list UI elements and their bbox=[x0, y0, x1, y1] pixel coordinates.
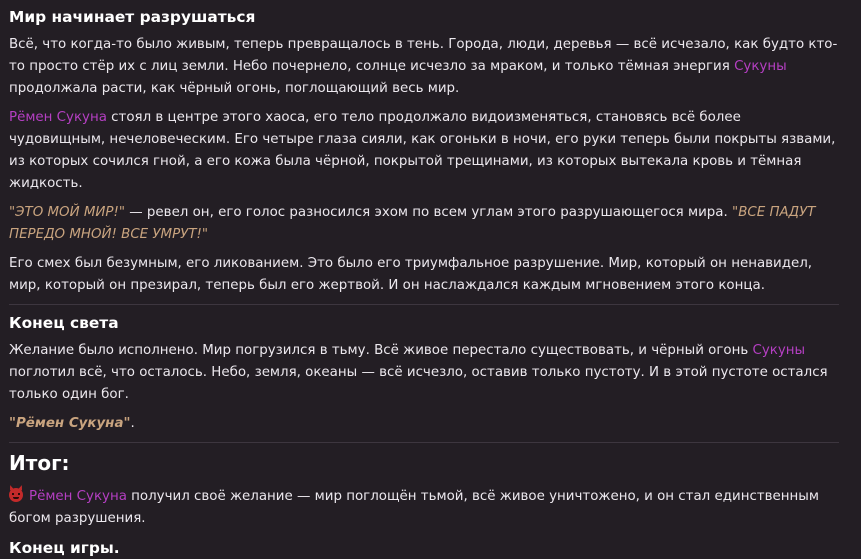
paragraph-summary bbox=[9, 486, 839, 530]
text-segment: Желание было исполнено. Мир погрузился в тьму. Всё живое перестало существовать, и чёрный огонь bbox=[9, 343, 753, 358]
heading-summary: Итог: bbox=[9, 451, 70, 475]
character-name: Рёмен Сукуна bbox=[29, 489, 127, 504]
character-name: Сукуны bbox=[734, 59, 787, 74]
paragraph-wish bbox=[9, 340, 839, 406]
text-segment: . bbox=[130, 416, 135, 431]
paragraph-chaos bbox=[9, 107, 839, 195]
demon-face-icon bbox=[9, 488, 23, 502]
text-segment: Всё, что когда-то было живым, теперь превращалось в тень. Города, люди, деревья — всё исчезало, как будто кто-то просто стёр их с лиц земли. Небо почернело, солнце исчезло за мраком, и только тёмная энергия bbox=[9, 37, 838, 74]
divider bbox=[9, 304, 839, 305]
quote-text: "ЭТО МОЙ МИР!" bbox=[9, 205, 126, 220]
quote-text: "Рёмен Сукуна" bbox=[9, 416, 131, 431]
heading-game-over: Конец игры. bbox=[9, 539, 120, 557]
character-name: Рёмен Сукуна bbox=[9, 110, 107, 125]
text-segment: — ревел он, его голос разносился эхом по всем углам этого разрушающегося мира. bbox=[125, 205, 733, 220]
text-segment: получил своё желание — мир поглощён тьмой, всё живое уничтожено, и он стал единственным богом разрушения. bbox=[9, 489, 819, 526]
text-segment: продолжала расти, как чёрный огонь, поглощающий весь мир. bbox=[9, 81, 460, 96]
text-segment: стоял в центре этого хаоса, его тело продолжало видоизменяться, становясь всё более чудовищным, нечеловеческим. Его четыре глаза сияли, как огоньки в ночи, его руки теперь были покрыты язвами, из которых сочился гной, а его кожа была чёрной, покрытой трещинами, из которых вытекала кровь и тёмная жидкость. bbox=[9, 110, 836, 191]
paragraph-shadow bbox=[9, 34, 839, 100]
quote-text: "ВСЕ ПАДУТ ПЕРЕДО МНОЙ! ВСЕ УМРУТ!" bbox=[9, 205, 816, 242]
divider bbox=[9, 442, 839, 443]
paragraph-god-name bbox=[9, 413, 839, 435]
paragraph-roar bbox=[9, 202, 839, 246]
character-name: Сукуны bbox=[752, 343, 806, 358]
heading-world-collapse: Мир начинает разрушаться bbox=[9, 8, 256, 26]
heading-end-of-world: Конец света bbox=[9, 314, 119, 332]
text-segment: поглотил всё, что осталось. Небо, земля, океаны — всё исчезло, оставив только пустоту. И в этой пустоте остался только один бог. bbox=[9, 365, 828, 402]
paragraph-laughter: Его смех был безумным, его ликованием. Это было его триумфальное разрушение. Мир, который он ненавидел, мир, который он презирал, теперь был его жертвой. И он наслаждался каждым мгновением этого конца. bbox=[9, 256, 813, 293]
